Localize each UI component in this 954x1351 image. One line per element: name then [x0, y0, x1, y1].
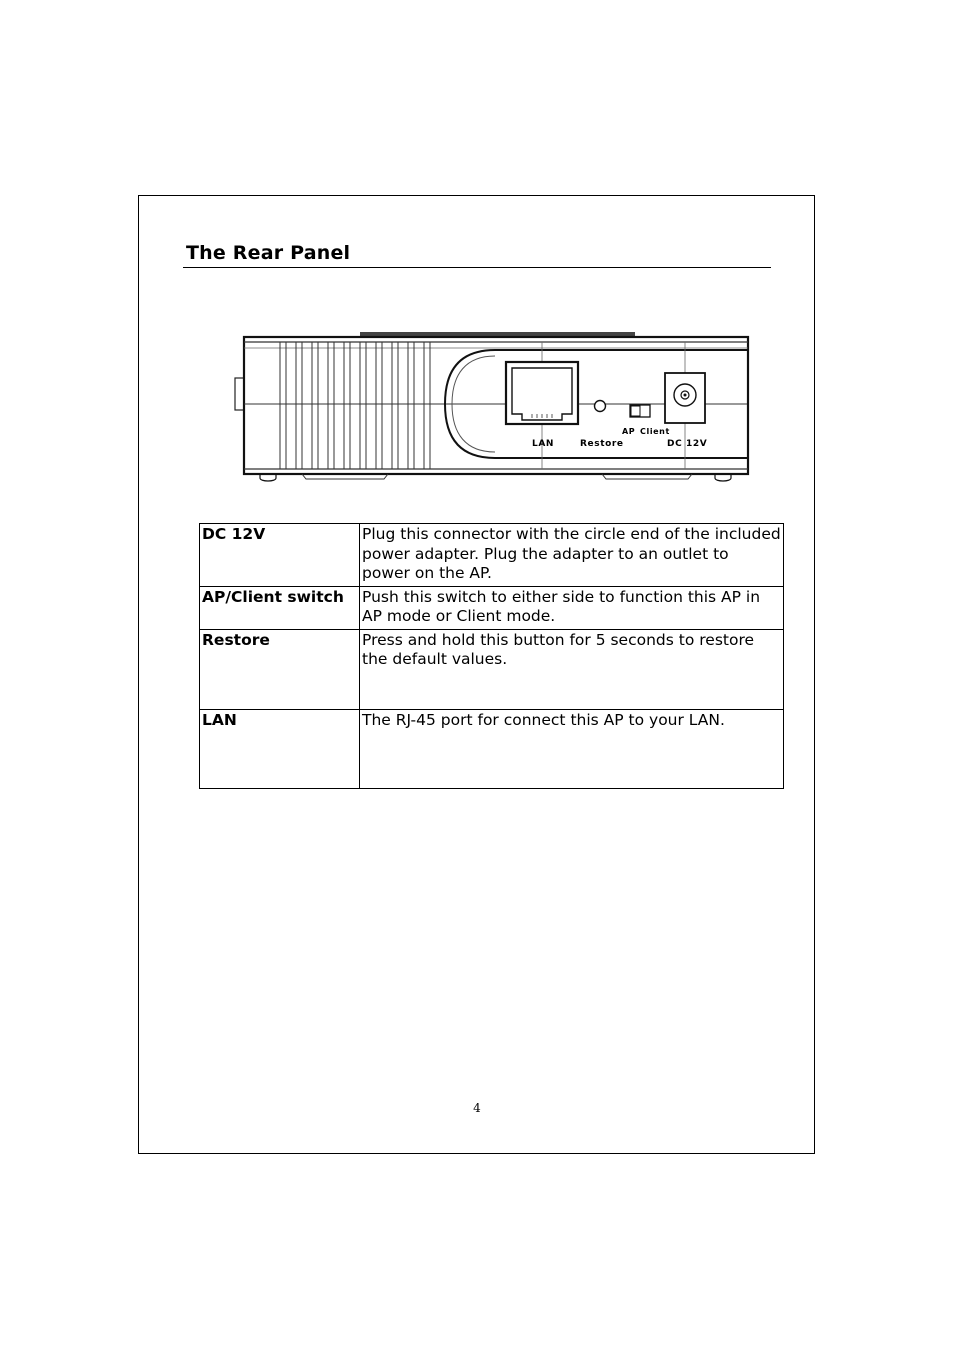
section-title: The Rear Panel [186, 242, 351, 264]
table-row [200, 586, 784, 629]
table-row [200, 709, 784, 788]
row-description: Plug this connector with the circle end of the included power adapter. Plug the adapter to an outlet to power on the AP. [360, 524, 784, 587]
switch-label-ap: AP [622, 427, 636, 436]
title-underline [183, 267, 771, 268]
row-name: Restore [200, 629, 360, 709]
row-description: Push this switch to either side to function this AP in AP mode or Client mode. [360, 586, 784, 629]
row-description: The RJ-45 port for connect this AP to your LAN. [360, 709, 784, 788]
switch-label-client: Client [640, 427, 670, 436]
row-description: Press and hold this button for 5 seconds to restore the default values. [360, 629, 784, 709]
table-row [200, 629, 784, 709]
lan-label: LAN [532, 439, 555, 449]
row-name: DC 12V [200, 524, 360, 587]
row-name: LAN [200, 709, 360, 788]
rear-panel-table [199, 523, 784, 789]
dc-label: DC 12V [667, 439, 708, 449]
restore-button [595, 401, 606, 412]
row-name: AP/Client switch [200, 586, 360, 629]
restore-label: Restore [580, 439, 624, 449]
table-row [200, 524, 784, 587]
rear-panel-diagram [230, 328, 755, 486]
top-trim [360, 332, 635, 336]
page-number: 4 [473, 1101, 481, 1115]
